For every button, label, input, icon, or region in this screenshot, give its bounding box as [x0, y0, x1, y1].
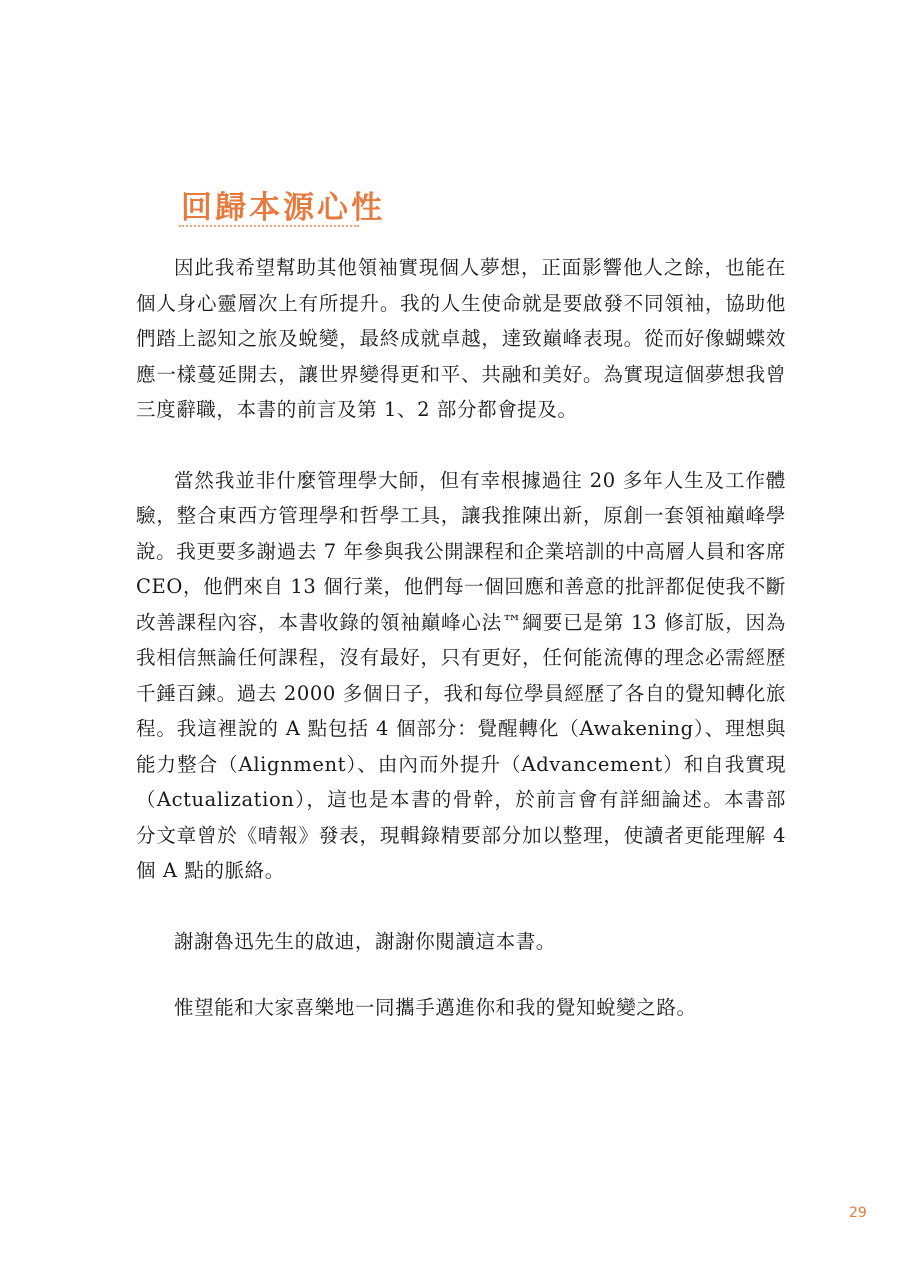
paragraph-4: 惟望能和大家喜樂地一同攜手邁進你和我的覺知蛻變之路。 — [174, 996, 697, 1019]
paragraph-3: 謝謝魯迅先生的啟迪，謝謝你閱讀這本書。 — [174, 929, 556, 953]
paragraph-2: 當然我並非什麼管理學大師，但有幸根據過往 20 多年人生及工作體驗，整合東西方管理學和哲學工具，讓我推陳出新，原創一套領袖巔峰學說。我更要多謝過去 7 年參與我公開課程和企業培訓的中高層人員和客席 CEO，他們來自 13 個行業，他們每一個回應和善意的批評都促使我不斷改善課程內容，本書收錄的領袖巔峰心法™綱要已是第 13 修訂版，因為我相信無論任何課程，沒有最好，只有更好，任何能流傳的理念必需經歷千錘百鍊。過去 2000 多個日子，我和每位學員經歷了各自的覺知轉化旅程。我這裡說的 A 點包括 4 個部分：覺醒轉化（Awakening）、理想與能力整合（Alignment）、由內而外提升（Advancement）和自我實現（Actualization），這也是本書的骨幹，於前言會有詳細論述。本書部分文章曾於《晴報》發表，現輯錄精要部分加以整理，使讀者更能理解 4 個 A 點的脈絡。 — [136, 468, 786, 882]
section-heading: 回歸本源心性 — [181, 190, 385, 226]
paragraph-1: 因此我希望幫助其他領袖實現個人夢想，正面影響他人之餘，也能在個人身心靈層次上有所提升。我的人生使命就是要啟發不同領袖，協助他們踏上認知之旅及蛻變，最終成就卓越，達致巔峰表現。從而好像蝴蝶效應一樣蔓延開去，讓世界變得更和平、共融和美好。為實現這個夢想我曾三度辭職，本書的前言及第 1、2 部分都會提及。 — [136, 256, 786, 421]
body-text — [136, 250, 786, 1061]
page-number: 29 — [849, 1205, 867, 1221]
heading-dotted-underline — [179, 225, 359, 227]
